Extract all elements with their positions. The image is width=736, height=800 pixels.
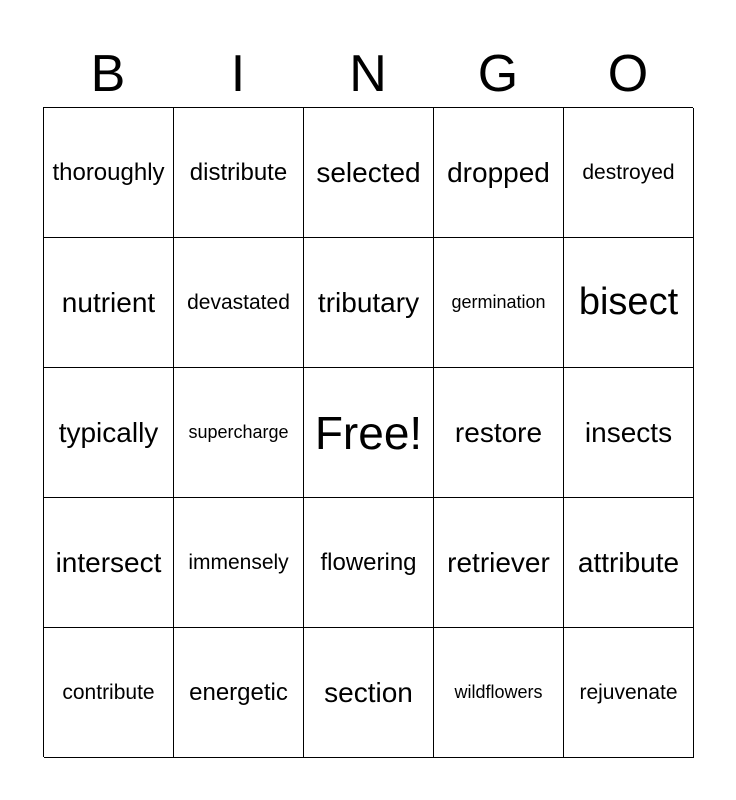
bingo-cell: typically <box>44 368 174 498</box>
bingo-cell: flowering <box>304 498 434 628</box>
bingo-cell: bisect <box>564 238 694 368</box>
bingo-cell: contribute <box>44 628 174 758</box>
bingo-cell: germination <box>434 238 564 368</box>
bingo-cell: intersect <box>44 498 174 628</box>
bingo-cell: dropped <box>434 108 564 238</box>
bingo-cell: attribute <box>564 498 694 628</box>
bingo-card-grid <box>43 107 693 757</box>
bingo-cell: wildflowers <box>434 628 564 758</box>
bingo-cell: nutrient <box>44 238 174 368</box>
bingo-cell: immensely <box>174 498 304 628</box>
header-letter-g: G <box>477 45 519 103</box>
header-letter-n: N <box>349 45 387 103</box>
bingo-cell: tributary <box>304 238 434 368</box>
bingo-cell: rejuvenate <box>564 628 694 758</box>
header-letter-i: I <box>230 45 246 103</box>
bingo-header <box>43 42 693 106</box>
bingo-cell: distribute <box>174 108 304 238</box>
bingo-cell: section <box>304 628 434 758</box>
header-letter-o: O <box>607 45 649 103</box>
bingo-cell: energetic <box>174 628 304 758</box>
bingo-cell: selected <box>304 108 434 238</box>
header-letter-b: B <box>90 45 126 103</box>
bingo-cell: insects <box>564 368 694 498</box>
free-space-cell: Free! <box>304 368 434 498</box>
bingo-cell: destroyed <box>564 108 694 238</box>
bingo-cell: restore <box>434 368 564 498</box>
bingo-cell: devastated <box>174 238 304 368</box>
bingo-cell: retriever <box>434 498 564 628</box>
bingo-cell: supercharge <box>174 368 304 498</box>
bingo-cell: thoroughly <box>44 108 174 238</box>
